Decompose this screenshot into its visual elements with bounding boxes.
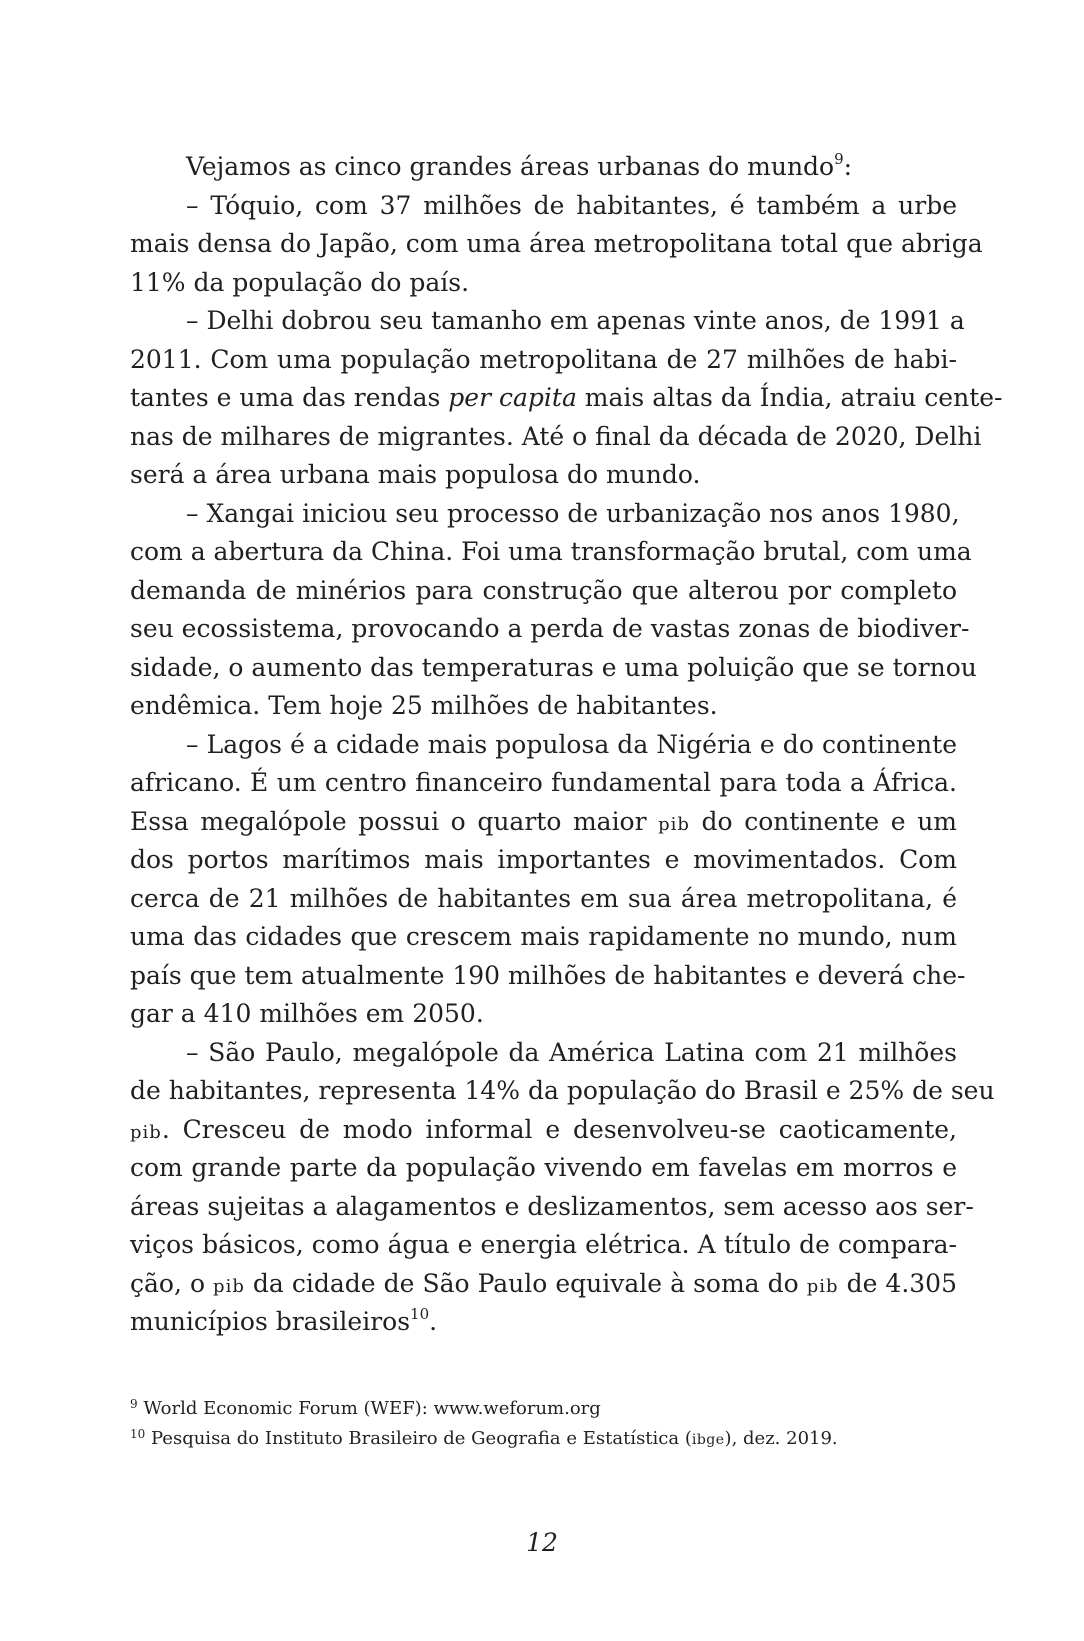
footnote-number: 9	[130, 1397, 138, 1411]
text-line: – Tóquio, com 37 milhões de habitantes, é também a urbe	[186, 190, 957, 220]
text-line: com grande parte da população vivendo em favelas em morros e	[130, 1153, 957, 1182]
text-line: africano. É um centro financeiro fundamental para toda a África.	[130, 768, 957, 797]
text-line	[130, 148, 957, 187]
text-line: – Lagos é a cidade mais populosa da Nigéria e do continente	[186, 729, 957, 759]
text-line: nas de milhares de migrantes. Até o final da década de 2020, Delhi	[130, 421, 982, 451]
text-line: dos portos marítimos mais importantes e movimentados. Com	[130, 845, 957, 874]
text-fragment: .	[429, 1307, 438, 1336]
page-number: 12	[526, 1528, 558, 1557]
text-fragment: ção, o	[130, 1268, 214, 1298]
text-line	[130, 379, 1003, 418]
footnote-10	[130, 1424, 957, 1454]
text-line: mais densa do Japão, com uma área metropolitana total que abriga	[130, 229, 983, 258]
text-fragment: mais altas da Índia, atraiu cente-	[576, 383, 1003, 412]
text-line: com a abertura da China. Foi uma transformação brutal, com uma	[130, 537, 972, 566]
text-fragment: de 4.305	[838, 1268, 957, 1298]
footnote-text: ), dez. 2019.	[724, 1428, 838, 1449]
italic-term: per capita	[448, 383, 577, 412]
footnote-text: World Economic Forum (WEF): www.weforum.org	[137, 1398, 601, 1419]
text-line: – São Paulo, megalópole da América Latina com 21 milhões	[186, 1037, 957, 1067]
text-fragment: . Cresceu de modo informal e desenvolveu-se caoticamente,	[161, 1114, 957, 1144]
text-line: de habitantes, representa 14% da população do Brasil e 25% de seu	[130, 1076, 995, 1105]
text-line	[130, 1111, 957, 1150]
smallcaps-ibge: ibge	[691, 1432, 725, 1448]
text-line: demanda de minérios para construção que alterou por completo	[130, 575, 957, 605]
text-line	[130, 1265, 957, 1304]
text-fragment: :	[843, 152, 853, 181]
text-line: – Xangai iniciou seu processo de urbanização nos anos 1980,	[186, 498, 960, 528]
text-fragment: da cidade de São Paulo equivale à soma do	[244, 1268, 807, 1298]
text-line: 2011. Com uma população metropolitana de 27 milhões de habi-	[130, 344, 957, 374]
text-line: 11% da população do país.	[130, 267, 470, 297]
text-line: viços básicos, como água e energia elétrica. A título de compara-	[130, 1230, 957, 1259]
footnote-number: 10	[130, 1427, 146, 1441]
text-line: país que tem atualmente 190 milhões de habitantes e deverá che-	[130, 960, 966, 990]
text-line: cerca de 21 milhões de habitantes em sua área metropolitana, é	[130, 883, 957, 913]
text-line	[130, 803, 957, 842]
text-line: gar a 410 milhões em 2050.	[130, 999, 484, 1028]
footnote-text: Pesquisa do Instituto Brasileiro de Geografia e Estatística (	[145, 1428, 692, 1449]
text-line: áreas sujeitas a alagamentos e deslizamentos, sem acesso aos ser-	[130, 1191, 974, 1221]
text-fragment: tantes e uma das rendas	[130, 383, 449, 412]
text-fragment: Vejamos as cinco grandes áreas urbanas do mundo	[186, 152, 835, 181]
smallcaps-pib: pib	[806, 1275, 839, 1297]
text-fragment: do continente e um	[689, 806, 957, 836]
footnotes	[130, 1394, 957, 1454]
footnote-9	[130, 1394, 957, 1424]
text-line: será a área urbana mais populosa do mundo.	[130, 460, 701, 489]
footnote-ref-9[interactable]: 9	[834, 150, 844, 168]
smallcaps-pib: pib	[213, 1275, 245, 1297]
text-fragment: Essa megalópole possui o quarto maior	[130, 806, 659, 836]
text-line: sidade, o aumento das temperaturas e uma poluição que se tornou	[130, 652, 977, 682]
text-line: – Delhi dobrou seu tamanho em apenas vinte anos, de 1991 a	[186, 306, 965, 335]
footnote-ref-10[interactable]: 10	[410, 1305, 430, 1323]
text-line: seu ecossistema, provocando a perda de vastas zonas de biodiver-	[130, 614, 970, 643]
body-text	[130, 148, 1003, 1342]
smallcaps-pib: pib	[130, 1121, 162, 1143]
text-line	[130, 1303, 957, 1342]
smallcaps-pib: pib	[658, 813, 690, 835]
text-line: endêmica. Tem hoje 25 milhões de habitantes.	[130, 691, 718, 720]
text-line: uma das cidades que crescem mais rapidamente no mundo, num	[130, 922, 957, 951]
text-fragment: municípios brasileiros	[130, 1307, 411, 1336]
